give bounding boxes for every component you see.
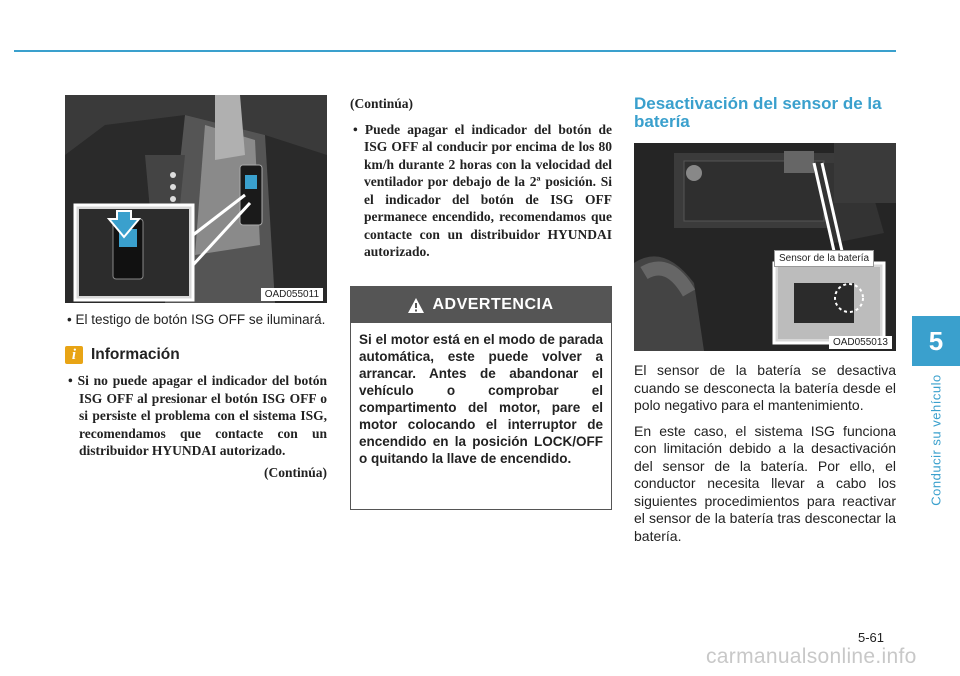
paragraph-1: El sensor de la batería se desactiva cuando se desconecta la batería desde el polo negativo para el mantenimiento. bbox=[634, 362, 896, 413]
info-header bbox=[65, 346, 327, 364]
continued-bullet: • Puede apagar el indicador del botón de ISG OFF al conducir por encima de los 80 km/h durante 2 horas con la velocidad del ventilador por debajo de la 2ª posición. Si el indicador del botón de ISG OFF permanece encendido, recomendamos que contacte con un distribuidor HYUNDAI autorizado. bbox=[353, 121, 612, 259]
chapter-tab: 5 bbox=[912, 316, 960, 366]
image-label: Sensor de la batería bbox=[774, 250, 874, 267]
top-rule bbox=[14, 50, 896, 52]
chapter-title: Conducir su vehículo bbox=[928, 374, 944, 506]
image-code: OAD055013 bbox=[829, 336, 892, 349]
bullet-text: • El testigo de botón ISG OFF se iluminará. bbox=[67, 312, 326, 327]
paragraph-2: En este caso, el sistema ISG funciona con limitación debido a la desactivación del sensor de la batería. Por ello, el conductor necesita llevar a cabo los siguientes procedimientos para reactivar el sensor de la batería tras desconectar la batería. bbox=[634, 422, 896, 544]
warning-box bbox=[350, 286, 612, 510]
warning-triangle-icon bbox=[408, 298, 424, 313]
warning-title: ADVERTENCIA bbox=[432, 296, 554, 313]
continued-label: (Continúa) bbox=[350, 96, 414, 111]
column-left bbox=[65, 95, 327, 481]
column-middle bbox=[350, 95, 612, 515]
info-title: Información bbox=[91, 346, 180, 363]
battery-sensor-photo bbox=[634, 143, 896, 351]
watermark: carmanualsonline.info bbox=[706, 645, 917, 668]
warning-text: Si el motor está en el modo de parada automática, este puede volver a arrancar. Antes de abandonar el vehículo o comprobar el compartimento del motor, pare el motor colocando el interruptor de encendido en la posición LOCK/OFF o quitando la llave de encendido. bbox=[359, 332, 603, 466]
info-bullet: • Si no puede apagar el indicador del botón ISG OFF al presionar el botón ISG OFF o si persiste el problema con el sistema ISG, recomendamos que contacte con un distribuidor HYUNDAI autorizado. bbox=[68, 373, 327, 458]
section-title: Desactivación del sensor de la batería bbox=[634, 94, 882, 131]
gear-shift-photo bbox=[65, 95, 327, 303]
page-number: 5-61 bbox=[858, 630, 885, 645]
info-icon: i bbox=[65, 346, 83, 364]
continues-label: (Continúa) bbox=[263, 464, 327, 480]
image-code: OAD055011 bbox=[261, 288, 323, 301]
column-right bbox=[634, 95, 896, 545]
warning-header bbox=[351, 287, 611, 323]
